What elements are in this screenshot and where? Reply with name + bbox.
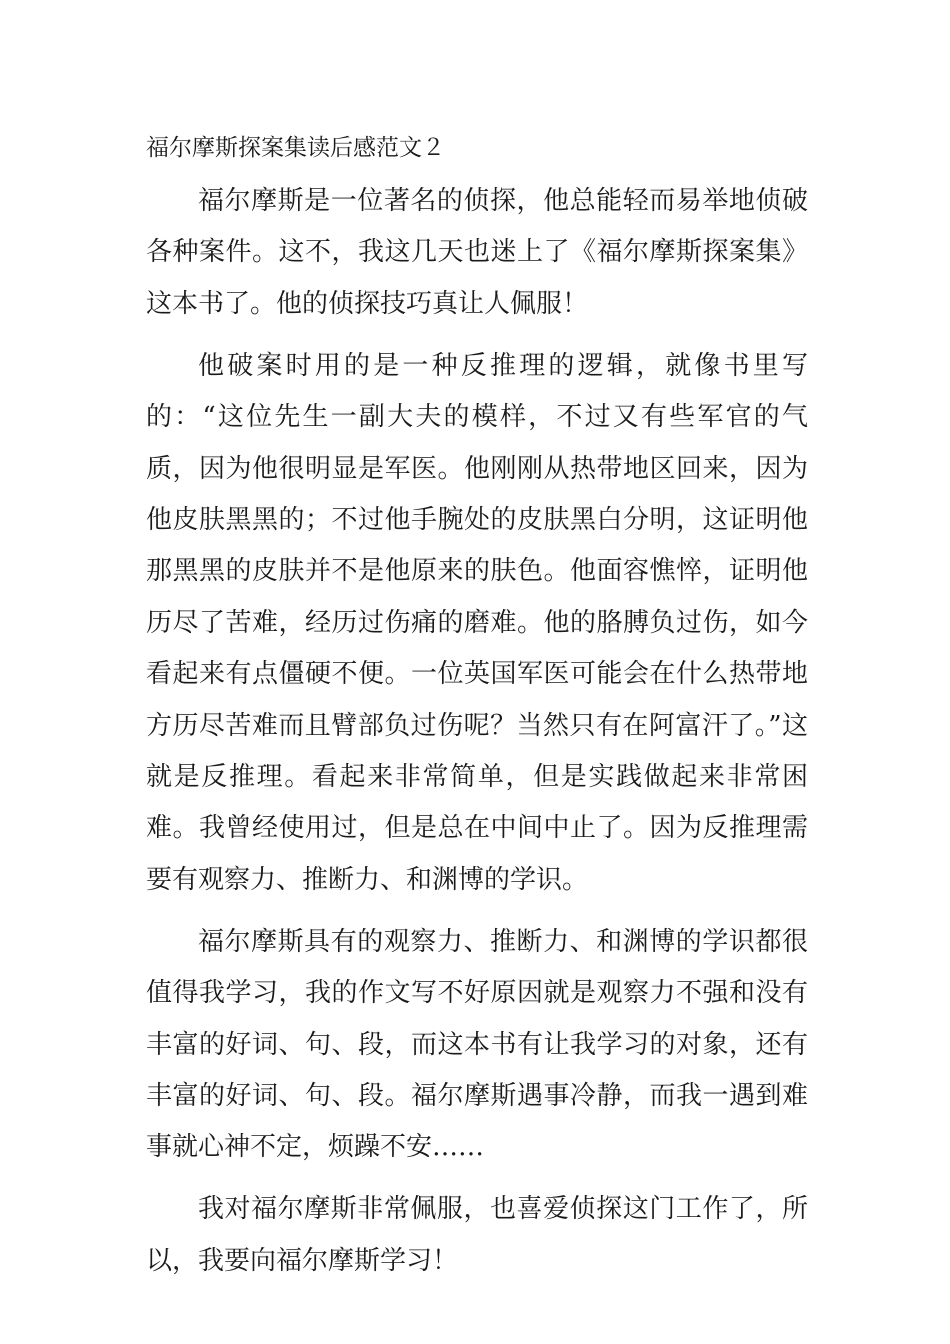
paragraph-1: 福尔摩斯是一位著名的侦探，他总能轻而易举地侦破各种案件。这不，我这几天也迷上了《福尔摩斯探案集》这本书了。他的侦探技巧真让人佩服！ xyxy=(146,186,808,319)
document-title: 福尔摩斯探案集读后感范文２ xyxy=(146,135,445,161)
paragraph-3: 福尔摩斯具有的观察力、推断力、和渊博的学识都很值得我学习，我的作文写不好原因就是观察力不强和没有丰富的好词、句、段，而这本书有让我学习的对象，还有丰富的好词、句、段。福尔摩斯遇事冷静，而我一遇到难事就心神不定，烦躁不安…… xyxy=(146,926,808,1163)
paragraph-2: 他破案时用的是一种反推理的逻辑，就像书里写的：“这位先生一副大夫的模样，不过又有些军官的气质，因为他很明显是军医。他刚刚从热带地区回来，因为他皮肤黑黑的；不过他手腕处的皮肤黑白分明，这证明他那黑黑的皮肤并不是他原来的肤色。他面容憔悴，证明他历尽了苦难，经历过伤痛的磨难。他的胳膊负过伤，如今看起来有点僵硬不便。一位英国军医可能会在什么热带地方历尽苦难而且臂部负过伤呢？当然只有在阿富汗了。”这就是反推理。看起来非常简单，但是实践做起来非常困难。我曾经使用过，但是总在中间中止了。因为反推理需要有观察力、推断力、和渊博的学识。 xyxy=(146,350,808,895)
paragraph-4: 我对福尔摩斯非常佩服，也喜爱侦探这门工作了，所以，我要向福尔摩斯学习！ xyxy=(146,1194,808,1276)
document-body xyxy=(146,176,808,1298)
